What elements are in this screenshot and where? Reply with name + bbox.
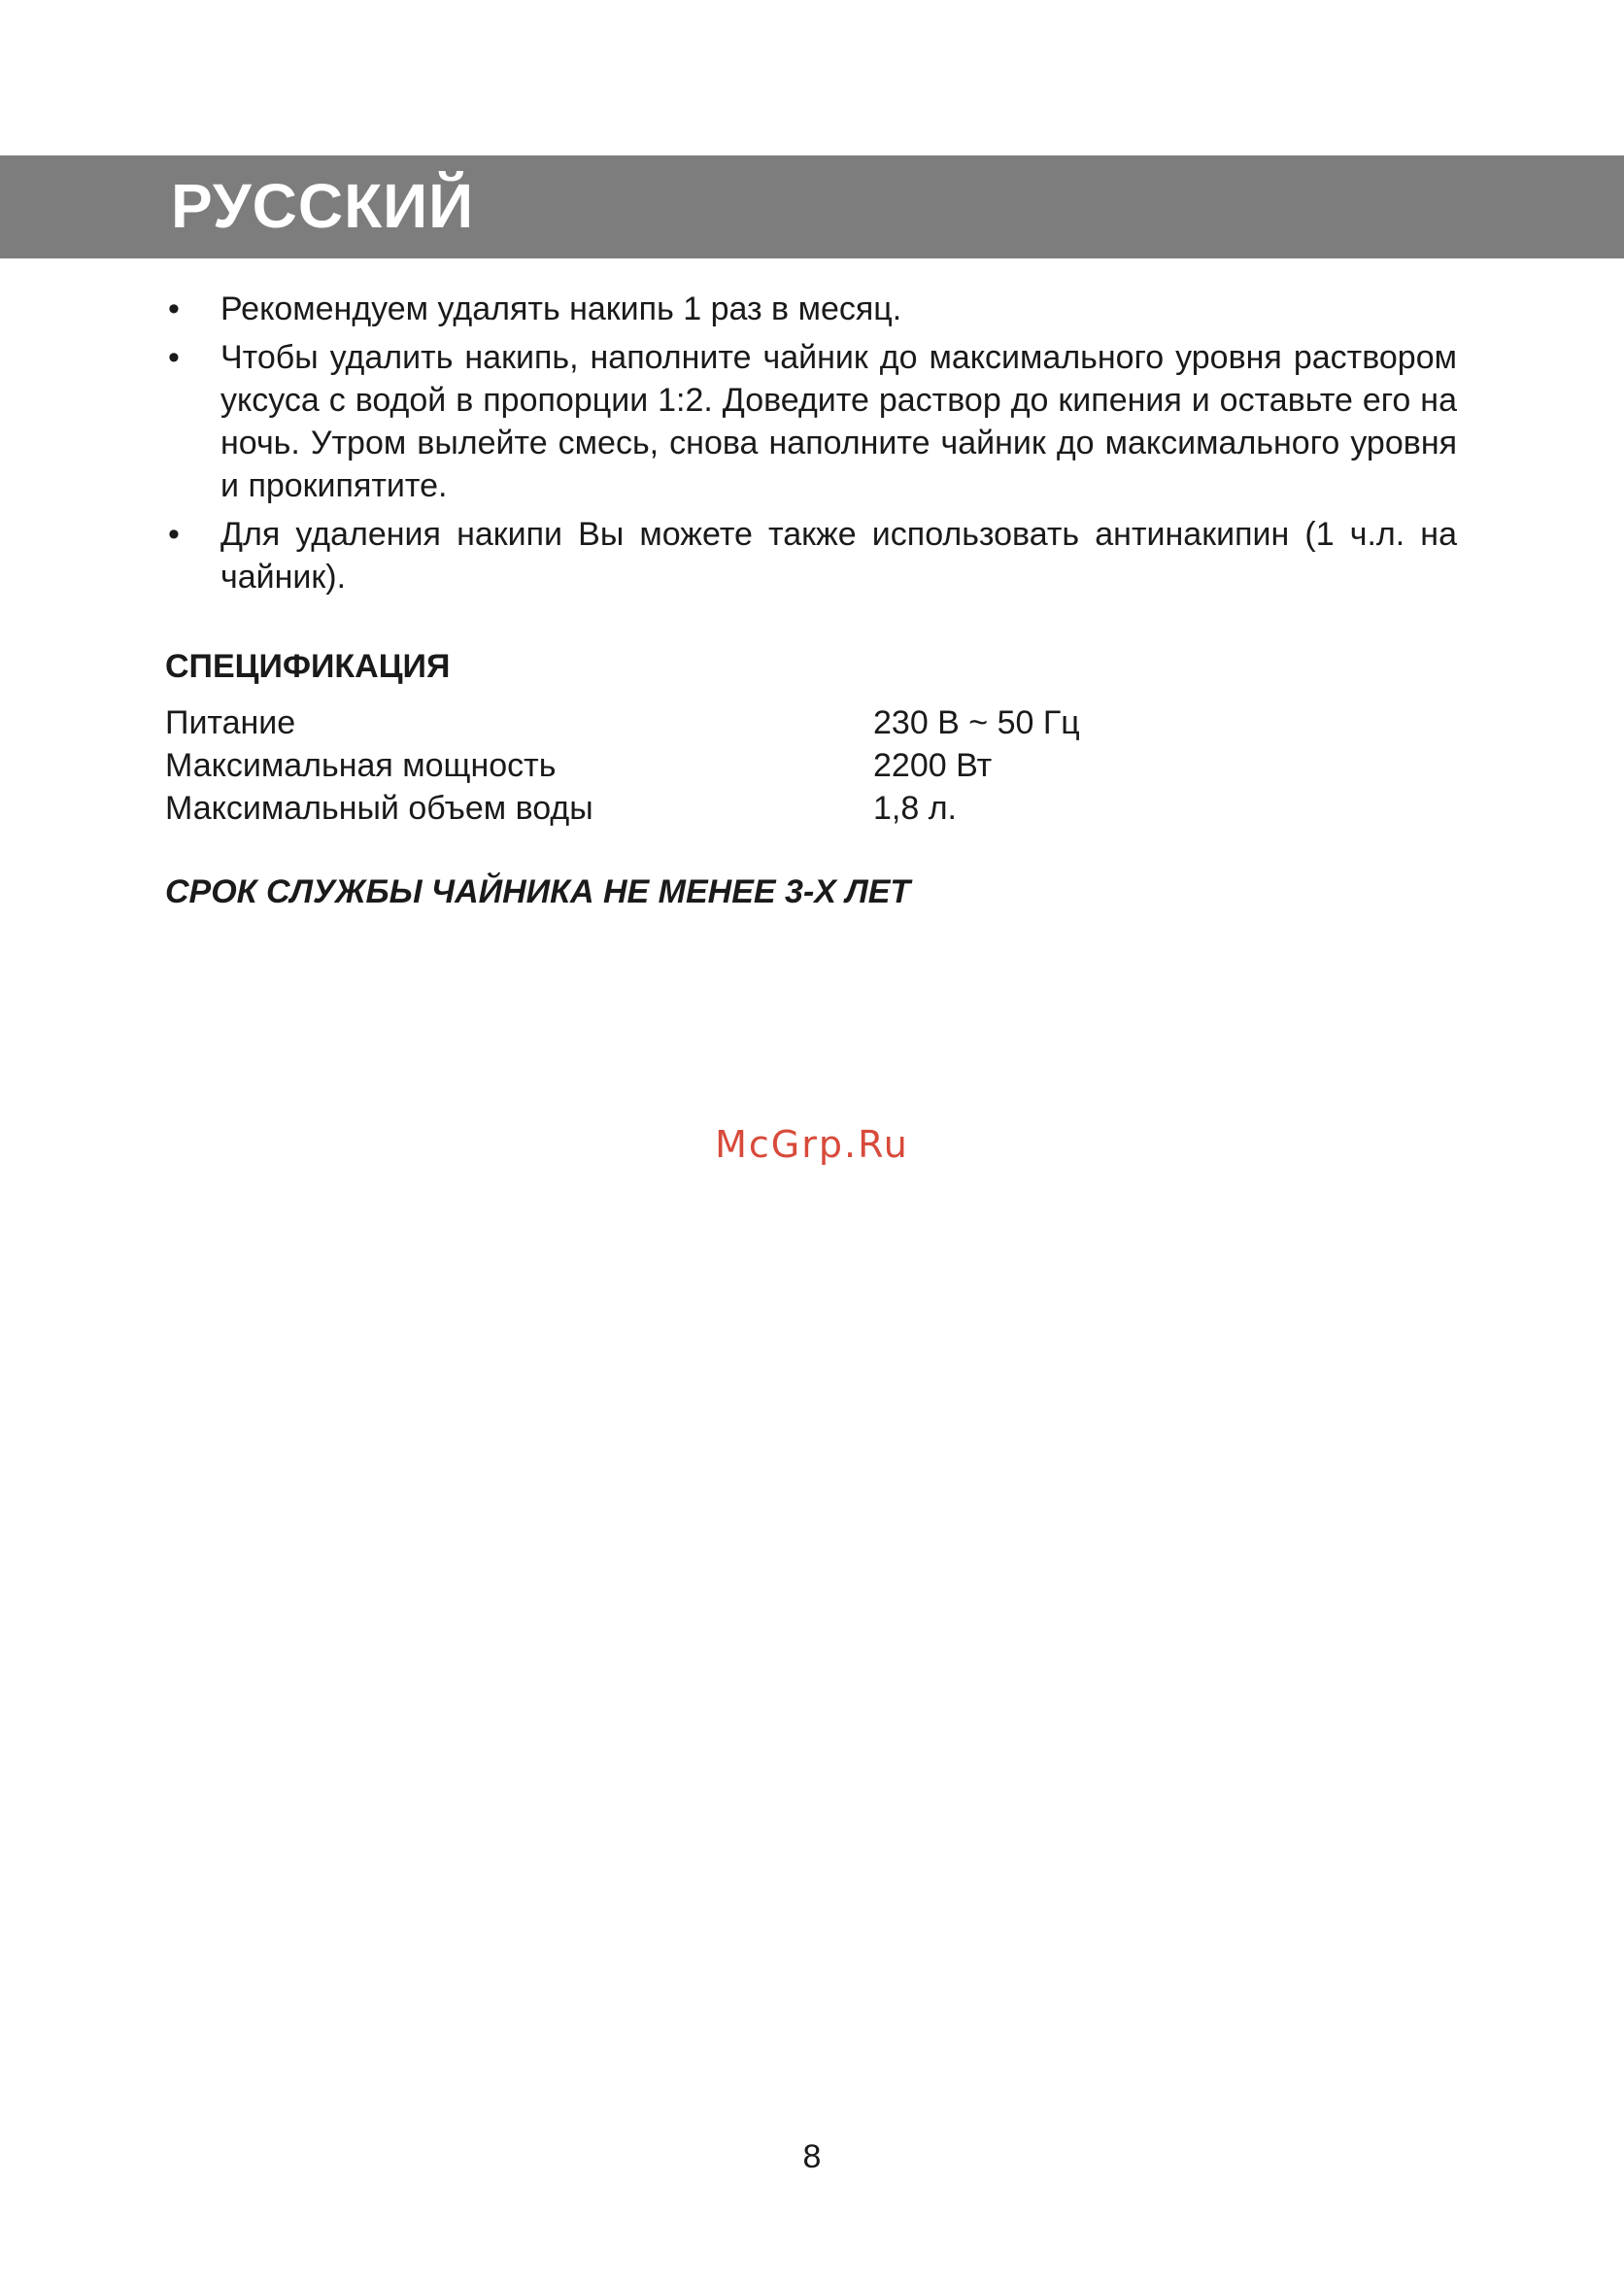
list-item	[165, 513, 1457, 598]
page-title: РУССКИЙ	[171, 171, 475, 241]
bullet-icon: •	[168, 516, 180, 553]
table-row	[165, 744, 1080, 787]
descaling-list	[165, 288, 1457, 604]
header-bar	[0, 155, 1624, 258]
spec-label: Максимальная мощность	[165, 747, 557, 784]
table-row	[165, 787, 1080, 830]
spec-label: Максимальный объем воды	[165, 790, 593, 827]
spec-label: Питание	[165, 704, 296, 741]
spec-value: 230 В ~ 50 Гц	[873, 704, 1080, 741]
page-number: 8	[802, 2138, 822, 2175]
spec-value: 2200 Вт	[873, 747, 993, 784]
bullet-icon: •	[168, 290, 180, 327]
specification-table	[165, 701, 1080, 830]
list-item-text: Чтобы удалить накипь, наполните чайник до максимального уровня раствором уксуса с водой в пропорции 1:2. Доведите раствор до кипения и оставьте его на ночь. Утром вылейте смесь, снова наполните чайник до максимального уровня и прокипятите.	[220, 339, 1457, 504]
watermark: McGrp.Ru	[715, 1123, 909, 1166]
table-row	[165, 701, 1080, 744]
bullet-icon: •	[168, 339, 180, 376]
specification-heading: СПЕЦИФИКАЦИЯ	[165, 648, 451, 685]
spec-value: 1,8 л.	[873, 790, 957, 827]
list-item	[165, 336, 1457, 507]
list-item-text: Рекомендуем удалять накипь 1 раз в месяц.	[220, 290, 902, 327]
service-life-note: СРОК СЛУЖБЫ ЧАЙНИКА НЕ МЕНЕЕ 3-Х ЛЕТ	[165, 873, 911, 910]
list-item	[165, 288, 1457, 330]
list-item-text: Для удаления накипи Вы можете также использовать антинакипин (1 ч.л. на чайник).	[220, 516, 1457, 596]
